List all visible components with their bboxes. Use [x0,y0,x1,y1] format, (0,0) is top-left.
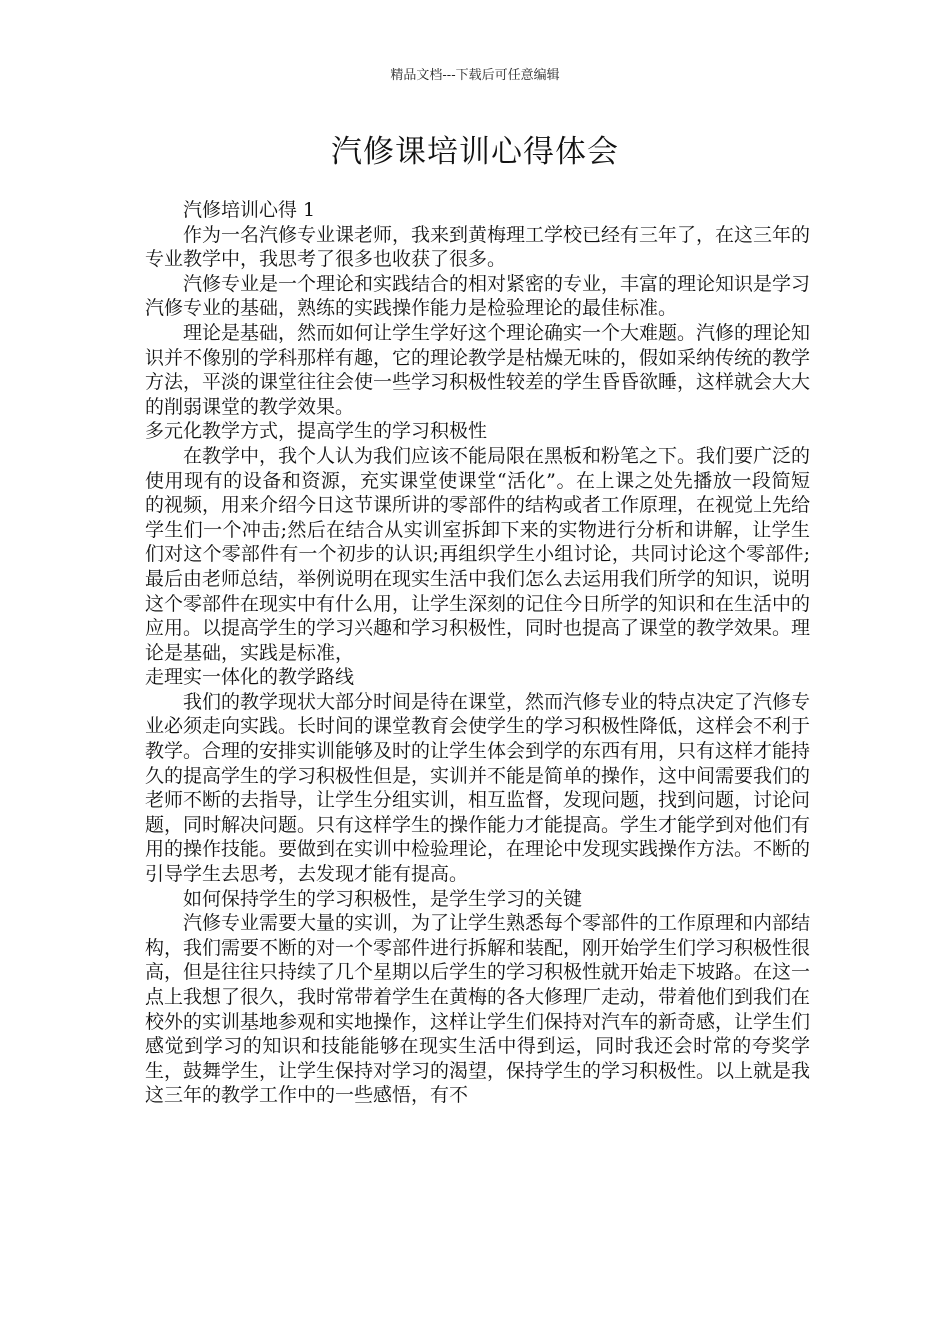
paragraph-theory-difficulty: 理论是基础，然而如何让学生学好这个理论确实一个大难题。汽修的理论知识并不像别的学科那样有趣，它的理论教学是枯燥无味的，假如采纳传统的教学方法，平淡的课堂往往会使一些学习积极性较差的学生昏昏欲睡，这样就会大大的削弱课堂的教学效果。 [145,321,811,418]
paragraph-intro: 作为一名汽修专业课老师，我来到黄梅理工学校已经有三年了，在这三年的专业教学中，我思考了很多也收获了很多。 [145,223,811,271]
section-heading-1: 汽修培训心得 1 [183,199,316,221]
paragraph-theory-practice: 汽修专业是一个理论和实践结合的相对紧密的专业，丰富的理论知识是学习汽修专业的基础，熟练的实践操作能力是检验理论的最佳标准。 [145,272,811,320]
paragraph-classroom-methods: 在教学中，我个人认为我们应该不能局限在黑板和粉笔之下。我们要广泛的使用现有的设备和资源，充实课堂使课堂“活化”。在上课之处先播放一段简短的视频，用来介绍今日这节课所讲的零部件的结构或者工作原理，在视觉上先给学生们一个冲击;然后在结合从实训室拆卸下来的实物进行分析和讲解，让学生们对这个零部件有一个初步的认识;再组织学生小组讨论，共同讨论这个零部件;最后由老师总结，举例说明在现实生活中我们怎么去运用我们所学的知识，说明这个零部件在现实中有什么用，让学生深刻的记住今日所学的知识和在生活中的应用。以提高学生的学习兴趣和学习积极性，同时也提高了课堂的教学效果。理论是基础，实践是标准， [145,444,811,664]
subheading-integrated-route: 走理实一体化的教学路线 [145,666,355,689]
subheading-diverse-teaching: 多元化教学方式，提高学生的学习积极性 [145,420,488,443]
paragraph-motivation: 汽修专业需要大量的实训，为了让学生熟悉每个零部件的工作原理和内部结构，我们需要不断的对一个零部件进行拆解和装配，刚开始学生们学习积极性很高，但是往往只持续了几个星期以后学生的学习积极性就开始走下坡路。在这一点上我想了很久，我时常带着学生在黄梅的各大修理厂走动，带着他们到我们在校外的实训基地参观和实地操作，这样让学生们保持对汽车的新奇感，让学生们感觉到学习的知识和技能能够在现实生活中得到运，同时我还会时常的夸奖学生，鼓舞学生，让学生保持对学习的渴望，保持学生的学习积极性。以上就是我这三年的教学工作中的一些感悟，有不 [145,912,811,1107]
document-title: 汽修课培训心得体会 [331,134,619,170]
subheading-keep-motivation: 如何保持学生的学习积极性，是学生学习的关键 [183,887,583,910]
paragraph-practical-training: 我们的教学现状大部分时间是待在课堂，然而汽修专业的特点决定了汽修专业必须走向实践。长时间的课堂教育会使学生的学习积极性降低，这样会不利于教学。合理的安排实训能够及时的让学生体会到学的东西有用，只有这样才能持久的提高学生的学习积极性但是，实训并不能是简单的操作，这中间需要我们的老师不断的去指导，让学生分组实训，相互监督，发现问题，找到问题，讨论问题，同时解决问题。只有这样学生的操作能力才能提高。学生才能学到对他们有用的操作技能。要做到在实训中检验理论，在理论中发现实践操作方法。不断的引导学生去思考，去发现才能有提高。 [145,690,811,886]
page-header: 精品文档---下载后可任意编辑 [390,68,560,83]
document-body [145,198,810,1108]
